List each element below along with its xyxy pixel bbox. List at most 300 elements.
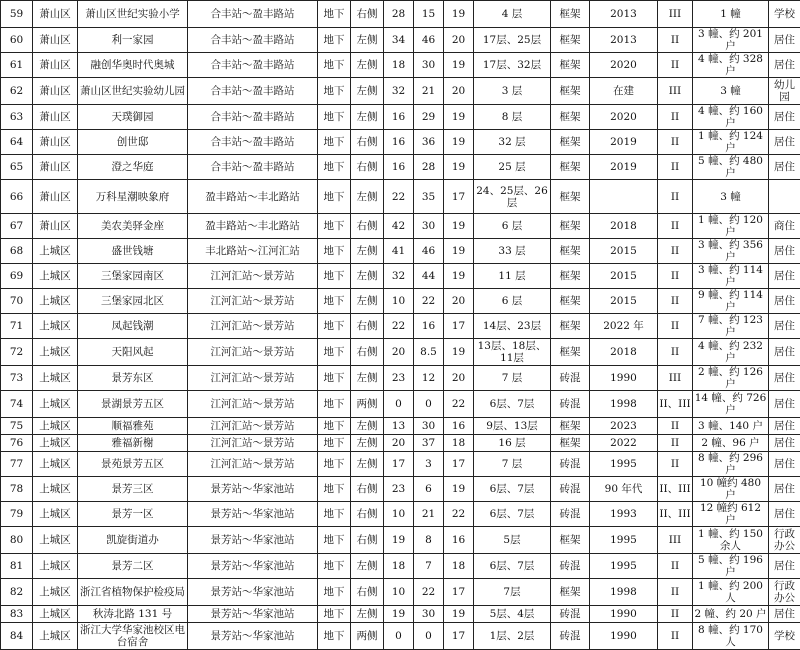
row-number-cell: 82 — [1, 579, 33, 606]
structure-type-cell: 框架 — [551, 130, 590, 155]
side-cell: 左侧 — [351, 180, 384, 214]
line-section-cell: 合丰站～盈丰路站 — [188, 53, 318, 78]
scale-cell: 3 幢、约 114 户 — [693, 264, 769, 289]
protection-grade-cell: II、III — [658, 391, 693, 418]
laying-type-cell: 地下 — [318, 477, 351, 502]
line-section-cell: 江河汇站～景芳站 — [188, 289, 318, 314]
build-year-cell: 2020 — [590, 53, 658, 78]
distance-2-cell: 35 — [414, 180, 444, 214]
scale-cell: 1 幢 — [693, 1, 769, 28]
distance-2-cell: 36 — [414, 130, 444, 155]
structure-type-cell: 框架 — [551, 527, 590, 554]
table-row — [1, 239, 800, 264]
side-cell: 右侧 — [351, 527, 384, 554]
district-cell: 上城区 — [33, 289, 78, 314]
scale-cell: 2 幢、约 126 户 — [693, 366, 769, 391]
scale-cell: 3 幢 — [693, 180, 769, 214]
line-section-cell: 景芳站～华家池站 — [188, 579, 318, 606]
build-year-cell: 1990 — [590, 366, 658, 391]
row-number-cell: 84 — [1, 623, 33, 650]
protection-grade-cell: II — [658, 435, 693, 452]
distance-1-cell: 32 — [384, 78, 414, 105]
distance-1-cell: 0 — [384, 623, 414, 650]
protection-grade-cell: II — [658, 314, 693, 339]
line-section-cell: 景芳站～华家池站 — [188, 554, 318, 579]
district-cell: 上城区 — [33, 339, 78, 366]
structure-type-cell: 砖混 — [551, 606, 590, 623]
building-name-cell: 盛世钱塘 — [78, 239, 188, 264]
row-number-cell: 73 — [1, 366, 33, 391]
floors-cell: 8 层 — [474, 105, 551, 130]
building-name-cell: 美农美驿金座 — [78, 214, 188, 239]
usage-cell: 居住 — [769, 239, 800, 264]
distance-3-cell: 19 — [444, 53, 474, 78]
distance-3-cell: 19 — [444, 214, 474, 239]
build-year-cell: 2015 — [590, 239, 658, 264]
distance-3-cell: 16 — [444, 418, 474, 435]
distance-1-cell: 19 — [384, 527, 414, 554]
scale-cell: 5 幢、约 480 户 — [693, 155, 769, 180]
building-name-cell: 天阳风起 — [78, 339, 188, 366]
usage-cell: 居住 — [769, 314, 800, 339]
structure-type-cell: 框架 — [551, 155, 590, 180]
table-row — [1, 554, 800, 579]
side-cell: 右侧 — [351, 130, 384, 155]
distance-1-cell: 23 — [384, 477, 414, 502]
distance-3-cell: 19 — [444, 264, 474, 289]
line-section-cell: 江河汇站～景芳站 — [188, 314, 318, 339]
line-section-cell: 合丰站～盈丰路站 — [188, 1, 318, 28]
floors-cell: 7 层 — [474, 452, 551, 477]
protection-grade-cell: II — [658, 130, 693, 155]
structure-type-cell: 砖混 — [551, 452, 590, 477]
distance-1-cell: 16 — [384, 105, 414, 130]
distance-2-cell: 21 — [414, 502, 444, 527]
laying-type-cell: 地下 — [318, 214, 351, 239]
protection-grade-cell: II — [658, 53, 693, 78]
floors-cell: 16 层 — [474, 435, 551, 452]
line-section-cell: 江河汇站～景芳站 — [188, 366, 318, 391]
building-name-cell: 景芳二区 — [78, 554, 188, 579]
distance-3-cell: 18 — [444, 435, 474, 452]
build-year-cell: 2022 年 — [590, 314, 658, 339]
distance-2-cell: 3 — [414, 452, 444, 477]
district-cell: 萧山区 — [33, 53, 78, 78]
scale-cell: 9 幢、约 114 户 — [693, 289, 769, 314]
distance-2-cell: 44 — [414, 264, 444, 289]
distance-3-cell: 19 — [444, 130, 474, 155]
usage-cell: 居住 — [769, 366, 800, 391]
distance-1-cell: 34 — [384, 28, 414, 53]
distance-1-cell: 13 — [384, 418, 414, 435]
table-row — [1, 53, 800, 78]
line-section-cell: 盈丰路站～丰北路站 — [188, 214, 318, 239]
scale-cell: 4 幢、约 328 户 — [693, 53, 769, 78]
structure-type-cell: 框架 — [551, 239, 590, 264]
district-cell: 萧山区 — [33, 155, 78, 180]
side-cell: 左侧 — [351, 53, 384, 78]
side-cell: 左侧 — [351, 28, 384, 53]
distance-2-cell: 16 — [414, 314, 444, 339]
row-number-cell: 74 — [1, 391, 33, 418]
structure-type-cell: 框架 — [551, 28, 590, 53]
structure-type-cell: 砖混 — [551, 391, 590, 418]
build-year-cell: 2019 — [590, 130, 658, 155]
distance-1-cell: 18 — [384, 554, 414, 579]
building-name-cell: 秋涛北路 131 号 — [78, 606, 188, 623]
scale-cell: 7 幢、约 123 户 — [693, 314, 769, 339]
structure-type-cell: 框架 — [551, 289, 590, 314]
table-row — [1, 391, 800, 418]
table-row — [1, 264, 800, 289]
structure-type-cell: 框架 — [551, 339, 590, 366]
distance-1-cell: 16 — [384, 155, 414, 180]
district-cell: 上城区 — [33, 264, 78, 289]
laying-type-cell: 地下 — [318, 239, 351, 264]
floors-cell: 6层、7层 — [474, 391, 551, 418]
floors-cell: 24、25层、26层 — [474, 180, 551, 214]
build-year-cell: 2013 — [590, 1, 658, 28]
table-row — [1, 314, 800, 339]
table-row — [1, 339, 800, 366]
building-name-cell: 凯旋街道办 — [78, 527, 188, 554]
distance-2-cell: 8.5 — [414, 339, 444, 366]
district-cell: 上城区 — [33, 477, 78, 502]
row-number-cell: 68 — [1, 239, 33, 264]
usage-cell: 居住 — [769, 477, 800, 502]
structure-type-cell: 框架 — [551, 314, 590, 339]
scale-cell: 10 幢约 480 户 — [693, 477, 769, 502]
distance-2-cell: 15 — [414, 1, 444, 28]
laying-type-cell: 地下 — [318, 130, 351, 155]
row-number-cell: 62 — [1, 78, 33, 105]
scale-cell: 3 幢、140 户 — [693, 418, 769, 435]
protection-grade-cell: II — [658, 418, 693, 435]
laying-type-cell: 地下 — [318, 391, 351, 418]
usage-cell: 居住 — [769, 28, 800, 53]
district-cell: 上城区 — [33, 418, 78, 435]
side-cell: 左侧 — [351, 435, 384, 452]
side-cell: 右侧 — [351, 1, 384, 28]
building-name-cell: 万科星潮映象府 — [78, 180, 188, 214]
distance-3-cell: 19 — [444, 606, 474, 623]
table-row — [1, 606, 800, 623]
usage-cell: 居住 — [769, 554, 800, 579]
scale-cell: 14 幢、约 726 户 — [693, 391, 769, 418]
district-cell: 萧山区 — [33, 28, 78, 53]
row-number-cell: 70 — [1, 289, 33, 314]
distance-1-cell: 22 — [384, 180, 414, 214]
distance-2-cell: 0 — [414, 623, 444, 650]
line-section-cell: 江河汇站～景芳站 — [188, 452, 318, 477]
row-number-cell: 59 — [1, 1, 33, 28]
row-number-cell: 69 — [1, 264, 33, 289]
table-row — [1, 155, 800, 180]
side-cell: 左侧 — [351, 264, 384, 289]
protection-grade-cell: III — [658, 78, 693, 105]
protection-grade-cell: II — [658, 214, 693, 239]
table-row — [1, 477, 800, 502]
build-year-cell: 2015 — [590, 289, 658, 314]
distance-1-cell: 19 — [384, 606, 414, 623]
floors-cell: 6层、7层 — [474, 477, 551, 502]
laying-type-cell: 地下 — [318, 418, 351, 435]
protection-grade-cell: II — [658, 339, 693, 366]
district-cell: 上城区 — [33, 527, 78, 554]
district-cell: 上城区 — [33, 391, 78, 418]
table-row — [1, 452, 800, 477]
laying-type-cell: 地下 — [318, 155, 351, 180]
distance-2-cell: 0 — [414, 391, 444, 418]
protection-grade-cell: II — [658, 606, 693, 623]
usage-cell: 行政办公 — [769, 527, 800, 554]
distance-1-cell: 0 — [384, 391, 414, 418]
side-cell: 右侧 — [351, 502, 384, 527]
build-year-cell: 1993 — [590, 502, 658, 527]
scale-cell: 1 幢、约 200 人 — [693, 579, 769, 606]
table-row — [1, 289, 800, 314]
building-name-cell: 融创华奥时代奥城 — [78, 53, 188, 78]
distance-2-cell: 6 — [414, 477, 444, 502]
floors-cell: 9层、13层 — [474, 418, 551, 435]
row-number-cell: 65 — [1, 155, 33, 180]
table-row — [1, 78, 800, 105]
line-section-cell: 合丰站～盈丰路站 — [188, 78, 318, 105]
protection-grade-cell: II、III — [658, 502, 693, 527]
floors-cell: 33 层 — [474, 239, 551, 264]
line-section-cell: 合丰站～盈丰路站 — [188, 28, 318, 53]
build-year-cell: 2018 — [590, 214, 658, 239]
build-year-cell: 2015 — [590, 264, 658, 289]
side-cell: 左侧 — [351, 418, 384, 435]
distance-2-cell: 37 — [414, 435, 444, 452]
distance-3-cell: 17 — [444, 452, 474, 477]
distance-2-cell: 30 — [414, 214, 444, 239]
usage-cell: 居住 — [769, 53, 800, 78]
district-cell: 上城区 — [33, 366, 78, 391]
scale-cell: 4 幢、约 160 户 — [693, 105, 769, 130]
distance-3-cell: 19 — [444, 1, 474, 28]
protection-grade-cell: II — [658, 155, 693, 180]
district-cell: 萧山区 — [33, 1, 78, 28]
usage-cell: 居住 — [769, 391, 800, 418]
laying-type-cell: 地下 — [318, 314, 351, 339]
table-row — [1, 579, 800, 606]
district-cell: 上城区 — [33, 606, 78, 623]
side-cell: 左侧 — [351, 239, 384, 264]
distance-2-cell: 46 — [414, 28, 444, 53]
floors-cell: 4 层 — [474, 1, 551, 28]
scale-cell: 2 幢、约 20 户 — [693, 606, 769, 623]
distance-1-cell: 23 — [384, 366, 414, 391]
district-cell: 上城区 — [33, 239, 78, 264]
usage-cell — [769, 180, 800, 214]
building-name-cell: 景苑景芳五区 — [78, 452, 188, 477]
district-cell: 萧山区 — [33, 78, 78, 105]
side-cell: 两侧 — [351, 623, 384, 650]
laying-type-cell: 地下 — [318, 289, 351, 314]
scale-cell: 3 幢 — [693, 78, 769, 105]
scale-cell: 1 幢、约 150 余人 — [693, 527, 769, 554]
usage-cell: 居住 — [769, 289, 800, 314]
structure-type-cell: 砖混 — [551, 502, 590, 527]
row-number-cell: 60 — [1, 28, 33, 53]
build-year-cell: 90 年代 — [590, 477, 658, 502]
side-cell: 右侧 — [351, 477, 384, 502]
line-section-cell: 江河汇站～景芳站 — [188, 435, 318, 452]
building-name-cell: 利一家园 — [78, 28, 188, 53]
distance-2-cell: 22 — [414, 289, 444, 314]
laying-type-cell: 地下 — [318, 623, 351, 650]
structure-type-cell: 框架 — [551, 105, 590, 130]
row-number-cell: 80 — [1, 527, 33, 554]
table-row — [1, 214, 800, 239]
build-year-cell: 2019 — [590, 155, 658, 180]
distance-1-cell: 42 — [384, 214, 414, 239]
distance-1-cell: 10 — [384, 289, 414, 314]
table-row — [1, 435, 800, 452]
distance-1-cell: 28 — [384, 1, 414, 28]
usage-cell: 居住 — [769, 130, 800, 155]
floors-cell: 32 层 — [474, 130, 551, 155]
build-year-cell: 2023 — [590, 418, 658, 435]
usage-cell: 商住 — [769, 214, 800, 239]
line-section-cell: 景芳站～华家池站 — [188, 606, 318, 623]
floors-cell: 11 层 — [474, 264, 551, 289]
distance-3-cell: 19 — [444, 239, 474, 264]
row-number-cell: 76 — [1, 435, 33, 452]
laying-type-cell: 地下 — [318, 105, 351, 130]
protection-grade-cell: II — [658, 239, 693, 264]
protection-grade-cell: II — [658, 579, 693, 606]
build-year-cell — [590, 180, 658, 214]
structure-type-cell: 砖混 — [551, 623, 590, 650]
building-name-cell: 三堡家园北区 — [78, 289, 188, 314]
scale-cell: 2 幢、96 户 — [693, 435, 769, 452]
building-name-cell: 景湖景芳五区 — [78, 391, 188, 418]
table-row — [1, 527, 800, 554]
distance-1-cell: 10 — [384, 579, 414, 606]
scale-cell: 8 幢、约 296 户 — [693, 452, 769, 477]
usage-cell: 居住 — [769, 418, 800, 435]
table-row — [1, 623, 800, 650]
row-number-cell: 61 — [1, 53, 33, 78]
build-year-cell: 2018 — [590, 339, 658, 366]
floors-cell: 6层、7层 — [474, 502, 551, 527]
table-row — [1, 1, 800, 28]
distance-2-cell: 22 — [414, 579, 444, 606]
side-cell: 左侧 — [351, 78, 384, 105]
table-row — [1, 130, 800, 155]
protection-grade-cell: II — [658, 28, 693, 53]
side-cell: 右侧 — [351, 155, 384, 180]
floors-cell: 17层、25层 — [474, 28, 551, 53]
distance-2-cell: 12 — [414, 366, 444, 391]
side-cell: 两侧 — [351, 391, 384, 418]
usage-cell: 居住 — [769, 155, 800, 180]
table-row — [1, 105, 800, 130]
distance-3-cell: 22 — [444, 502, 474, 527]
laying-type-cell: 地下 — [318, 339, 351, 366]
protection-grade-cell: II — [658, 105, 693, 130]
structure-type-cell: 框架 — [551, 78, 590, 105]
laying-type-cell: 地下 — [318, 527, 351, 554]
distance-1-cell: 32 — [384, 264, 414, 289]
usage-cell: 居住 — [769, 435, 800, 452]
laying-type-cell: 地下 — [318, 28, 351, 53]
laying-type-cell: 地下 — [318, 78, 351, 105]
distance-1-cell: 20 — [384, 339, 414, 366]
row-number-cell: 81 — [1, 554, 33, 579]
scale-cell: 1 幢、约 124 户 — [693, 130, 769, 155]
line-section-cell: 江河汇站～景芳站 — [188, 339, 318, 366]
side-cell: 右侧 — [351, 314, 384, 339]
build-year-cell: 1990 — [590, 606, 658, 623]
distance-3-cell: 17 — [444, 180, 474, 214]
build-year-cell: 1998 — [590, 391, 658, 418]
building-name-cell: 浙江大学华家池校区电台宿舍 — [78, 623, 188, 650]
structure-type-cell: 框架 — [551, 180, 590, 214]
scale-cell: 4 幢、约 232 户 — [693, 339, 769, 366]
table-row — [1, 502, 800, 527]
laying-type-cell: 地下 — [318, 53, 351, 78]
building-name-cell: 创世邸 — [78, 130, 188, 155]
distance-3-cell: 20 — [444, 28, 474, 53]
floors-cell: 25 层 — [474, 155, 551, 180]
district-cell: 上城区 — [33, 435, 78, 452]
laying-type-cell: 地下 — [318, 1, 351, 28]
side-cell: 左侧 — [351, 606, 384, 623]
district-cell: 萧山区 — [33, 180, 78, 214]
distance-3-cell: 17 — [444, 314, 474, 339]
usage-cell: 行政办公 — [769, 579, 800, 606]
structure-type-cell: 框架 — [551, 1, 590, 28]
distance-3-cell: 19 — [444, 105, 474, 130]
distance-3-cell: 20 — [444, 78, 474, 105]
build-year-cell: 1995 — [590, 527, 658, 554]
usage-cell: 居住 — [769, 339, 800, 366]
usage-cell: 学校 — [769, 623, 800, 650]
district-cell: 上城区 — [33, 314, 78, 339]
district-cell: 萧山区 — [33, 105, 78, 130]
district-cell: 萧山区 — [33, 130, 78, 155]
structure-type-cell: 框架 — [551, 264, 590, 289]
building-name-cell: 澄之华庭 — [78, 155, 188, 180]
side-cell: 左侧 — [351, 105, 384, 130]
build-year-cell: 1995 — [590, 554, 658, 579]
distance-3-cell: 18 — [444, 554, 474, 579]
building-name-cell: 顺福雅苑 — [78, 418, 188, 435]
line-section-cell: 盈丰路站～丰北路站 — [188, 180, 318, 214]
distance-2-cell: 30 — [414, 606, 444, 623]
district-cell: 上城区 — [33, 579, 78, 606]
distance-3-cell: 22 — [444, 391, 474, 418]
distance-3-cell: 17 — [444, 579, 474, 606]
scale-cell: 3 幢、约 201 户 — [693, 28, 769, 53]
floors-cell: 13层、18层、11层 — [474, 339, 551, 366]
district-cell: 上城区 — [33, 502, 78, 527]
protection-grade-cell: III — [658, 527, 693, 554]
district-cell: 上城区 — [33, 623, 78, 650]
line-section-cell: 江河汇站～景芳站 — [188, 264, 318, 289]
distance-2-cell: 30 — [414, 418, 444, 435]
distance-1-cell: 16 — [384, 130, 414, 155]
distance-3-cell: 20 — [444, 289, 474, 314]
distance-3-cell: 19 — [444, 339, 474, 366]
distance-1-cell: 10 — [384, 502, 414, 527]
structure-type-cell: 框架 — [551, 579, 590, 606]
scale-cell: 8 幢、约 170 人 — [693, 623, 769, 650]
